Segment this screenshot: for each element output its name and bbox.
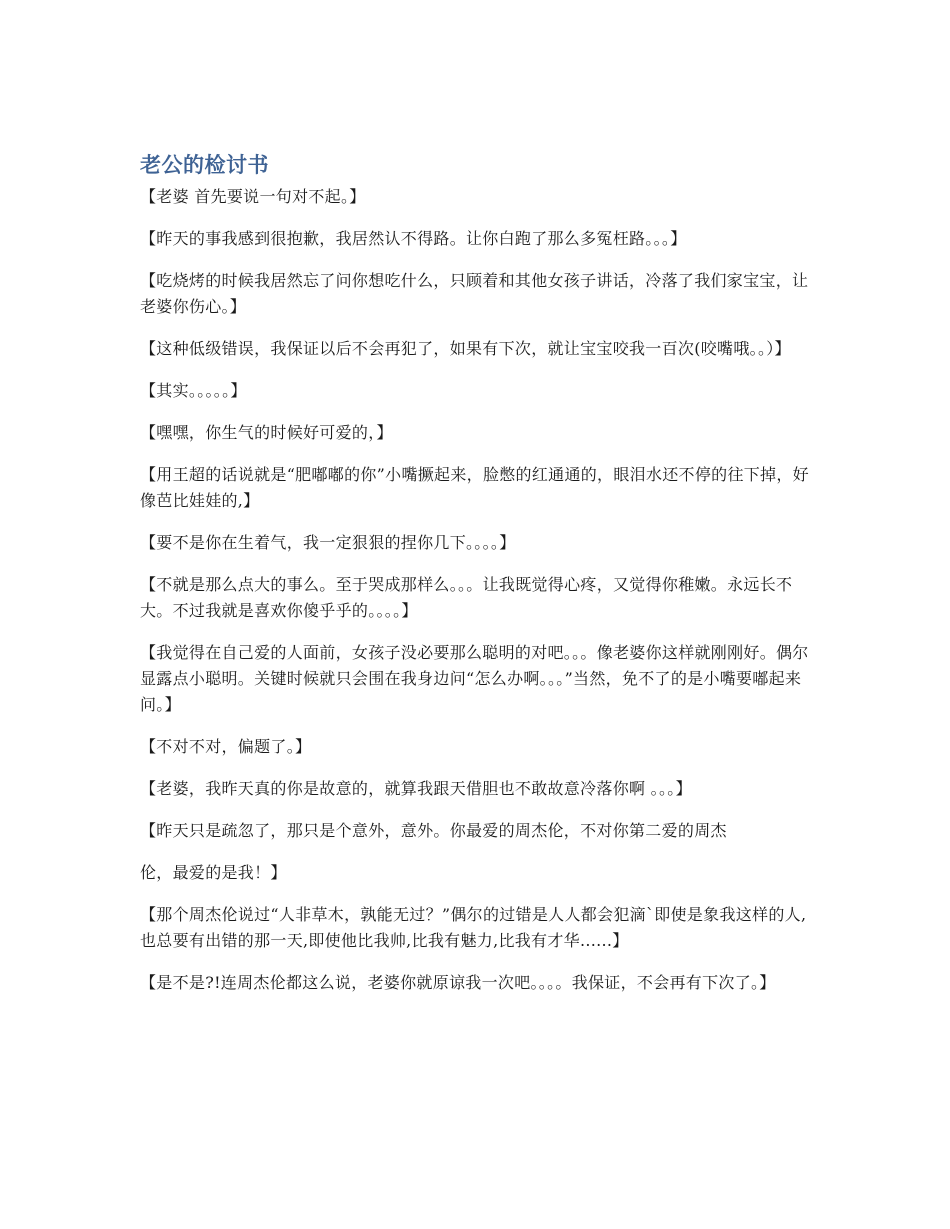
paragraph: 【昨天只是疏忽了，那只是个意外，意外。你最爱的周杰伦，不对你第二爱的周杰 [140,821,727,840]
paragraph: 【老婆 首先要说一句对不起。】 [140,187,366,206]
paragraph: 【不就是那么点大的事么。至于哭成那样么。。。让我既觉得心疼，又觉得你稚嫩。永远长不大。不过我就是喜欢你傻乎乎的。。。。】 [140,575,793,620]
paragraph: 【我觉得在自己爱的人面前，女孩子没必要那么聪明的对吧。。。像老婆你这样就刚刚好。偶尔显露点小聪明。关键时候就只会围在我身边问“怎么办啊。。。”当然，免不了的是小嘴要嘟起来问。】 [140,643,809,714]
paragraph: 【嘿嘿，你生气的时候好可爱的，】 [140,423,393,442]
paragraph: 【用王超的话说就是“肥嘟嘟的你”小嘴撅起来，脸憋的红通通的，眼泪水还不停的往下掉，好像芭比娃娃的,】 [140,465,809,510]
paragraph: 【老婆，我昨天真的你是故意的，就算我跟天借胆也不敢故意冷落你啊 。。。】 [140,779,692,798]
document-title: 老公的检讨书 [140,153,269,177]
paragraph: 【昨天的事我感到很抱歉，我居然认不得路。让你白跑了那么多冤枉路。。。】 [140,229,687,248]
paragraph: 【吃烧烤的时候我居然忘了问你想吃什么，只顾着和其他女孩子讲话，冷落了我们家宝宝，让老婆你伤心。】 [140,271,809,316]
paragraph: 【不对不对，偏题了。】 [140,737,312,756]
paragraph: 【其实。。。。。】 [140,381,247,400]
paragraph: 【要不是你在生着气，我一定狠狠的捏你几下。。。。】 [140,533,516,552]
paragraph: 【那个周杰伦说过“人非草木，孰能无过？”偶尔的过错是人人都会犯滴`即使是象我这样的人,也总要有出错的那一天,即使他比我帅,比我有魅力,比我有才华......】 [140,905,807,950]
document-body [140,150,810,1012]
paragraph: 【是不是?!连周杰伦都这么说，老婆你就原谅我一次吧。。。。我保证，不会再有下次了。】 [140,973,776,992]
paragraph: 伦，最爱的是我！】 [140,863,287,882]
paragraph: 【这种低级错误，我保证以后不会再犯了，如果有下次，就让宝宝咬我一百次(咬嘴哦。。）】 [140,339,791,358]
